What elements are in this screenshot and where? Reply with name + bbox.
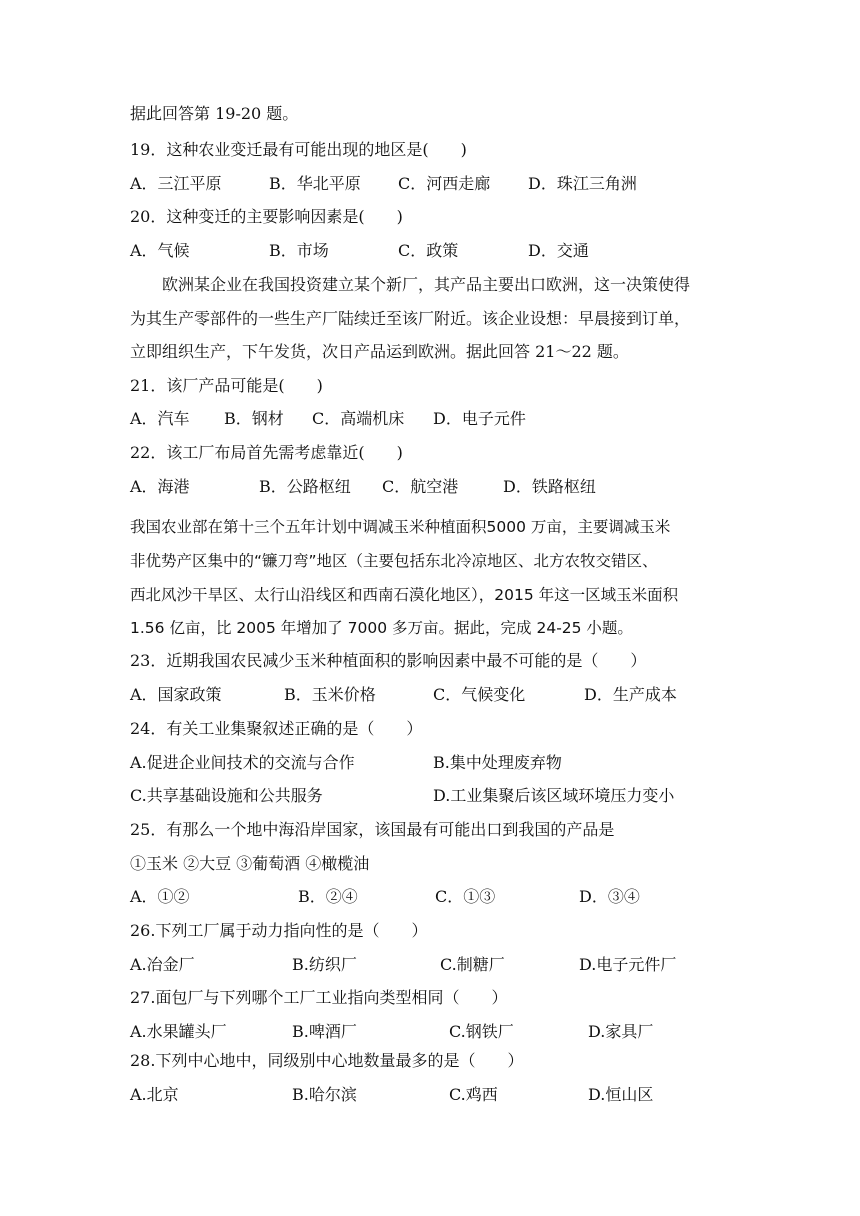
question-25-option-b: B．②④ <box>298 887 358 906</box>
question-20-option-b: B．市场 <box>269 241 329 260</box>
question-22-option-c: C．航空港 <box>382 477 459 496</box>
question-19-option-d: D．珠江三角洲 <box>528 174 637 193</box>
question-19-option-b: B．华北平原 <box>269 174 361 193</box>
question-23-stem: 23．近期我国农民减少玉米种植面积的影响因素中最不可能的是（ ） <box>130 651 647 670</box>
question-23-option-b: B．玉米价格 <box>284 685 376 704</box>
question-21-stem: 21．该厂产品可能是( ) <box>130 376 323 395</box>
question-28-option-d: D.恒山区 <box>588 1085 654 1104</box>
question-26-option-a: A.冶金厂 <box>130 955 195 974</box>
question-25-stem: 25．有那么一个地中海沿岸国家，该国最有可能出口到我国的产品是 <box>130 820 615 839</box>
passage-21-22-line: 欧洲某企业在我国投资建立某个新厂，其产品主要出口欧洲，这一决策使得 <box>162 275 691 294</box>
question-19-stem: 19．这种农业变迁最有可能出现的地区是( ) <box>130 140 467 159</box>
question-22-option-b: B．公路枢纽 <box>259 477 351 496</box>
question-28-stem: 28.下列中心地中，同级别中心地数量最多的是（ ） <box>130 1051 524 1070</box>
question-28-option-b: B.哈尔滨 <box>292 1085 357 1104</box>
passage-24-25-line: 1.56 亿亩，比 2005 年增加了 7000 多万亩。据此，完成 24-25 小题。 <box>130 619 633 637</box>
question-20-option-d: D．交通 <box>528 241 589 260</box>
question-19-option-c: C．河西走廊 <box>398 174 491 193</box>
question-20-stem: 20．这种变迁的主要影响因素是( ) <box>130 207 403 226</box>
passage-21-22-line: 立即组织生产，下午发货，次日产品运到欧洲。据此回答 21～22 题。 <box>130 342 629 361</box>
question-28-option-c: C.鸡西 <box>449 1085 498 1104</box>
question-21-option-b: B．钢材 <box>224 409 284 428</box>
question-24-option-c: C.共享基础设施和公共服务 <box>130 786 323 805</box>
question-28-option-a: A.北京 <box>130 1085 179 1104</box>
question-23-option-c: C．气候变化 <box>433 685 526 704</box>
question-27-option-a: A.水果罐头厂 <box>130 1022 227 1041</box>
question-26-option-b: B.纺织厂 <box>292 955 357 974</box>
question-19-option-a: A．三江平原 <box>130 174 222 193</box>
question-24-option-b: B.集中处理废弃物 <box>433 753 562 772</box>
question-23-option-a: A．国家政策 <box>130 685 222 704</box>
question-21-option-a: A．汽车 <box>130 409 190 428</box>
question-24-option-d: D.工业集聚后该区域环境压力变小 <box>433 786 675 805</box>
question-27-option-c: C.钢铁厂 <box>449 1022 514 1041</box>
question-23-option-d: D．生产成本 <box>584 685 677 704</box>
question-22-option-a: A．海港 <box>130 477 190 496</box>
question-27-stem: 27.面包厂与下列哪个工厂工业指向类型相同（ ） <box>130 988 508 1007</box>
question-24-stem: 24．有关工业集聚叙述正确的是（ ） <box>130 719 423 738</box>
question-21-option-d: D．电子元件 <box>433 409 526 428</box>
question-27-option-d: D.家具厂 <box>588 1022 654 1041</box>
question-26-option-d: D.电子元件厂 <box>579 955 677 974</box>
question-27-option-b: B.啤酒厂 <box>292 1022 357 1041</box>
question-24-option-a: A.促进企业间技术的交流与合作 <box>130 753 355 772</box>
passage-24-25-line: 非优势产区集中的“镰刀弯”地区（主要包括东北冷凉地区、北方农牧交错区、 <box>130 552 658 570</box>
question-22-stem: 22．该工厂布局首先需考虑靠近( ) <box>130 443 403 462</box>
passage-24-25-line: 我国农业部在第十三个五年计划中调减玉米种植面积5000 万亩，主要调减玉米 <box>130 518 671 536</box>
question-25-items: ①玉米 ②大豆 ③葡萄酒 ④橄榄油 <box>130 854 370 873</box>
question-25-option-c: C．①③ <box>435 887 496 906</box>
question-20-option-a: A．气候 <box>130 241 190 260</box>
question-21-option-c: C．高端机床 <box>312 409 405 428</box>
question-26-option-c: C.制糖厂 <box>440 955 505 974</box>
question-22-option-d: D．铁路枢纽 <box>503 477 596 496</box>
passage-21-22-line: 为其生产零部件的一些生产厂陆续迁至该厂附近。该企业设想：早晨接到订单， <box>130 309 691 328</box>
question-25-option-d: D．③④ <box>579 887 640 906</box>
passage-24-25-line: 西北风沙干旱区、太行山沿线区和西南石漠化地区），2015 年这一区域玉米面积 <box>130 586 679 604</box>
question-26-stem: 26.下列工厂属于动力指向性的是（ ） <box>130 921 428 940</box>
question-25-option-a: A．①② <box>130 887 190 906</box>
question-20-option-c: C．政策 <box>398 241 459 260</box>
intro-text: 据此回答第 19-20 题。 <box>130 104 299 123</box>
